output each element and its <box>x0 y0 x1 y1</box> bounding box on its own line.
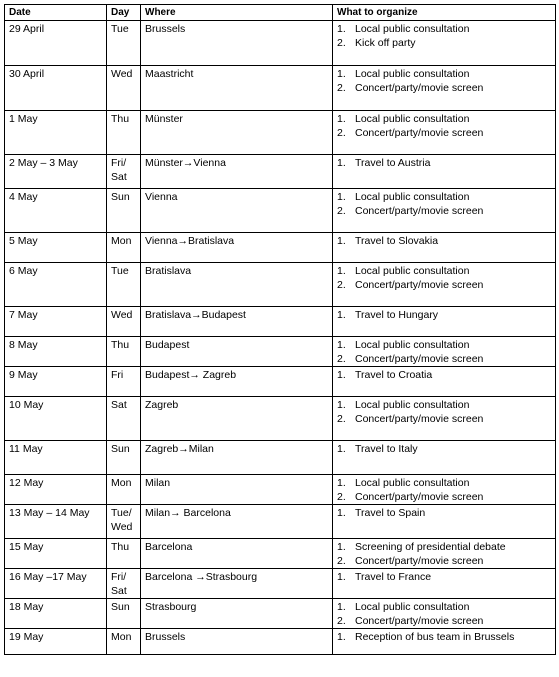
item-text: Concert/party/movie screen <box>355 279 484 291</box>
organize-item <box>337 278 551 292</box>
day-text: Tue/ <box>111 507 132 519</box>
item-text: Local public consultation <box>355 477 470 489</box>
item-text: Local public consultation <box>355 68 470 80</box>
date-cell: 30 April <box>5 66 107 111</box>
where-cell: Münster <box>141 111 333 155</box>
organize-item <box>337 112 551 126</box>
organize-item <box>337 614 551 628</box>
item-text: Local public consultation <box>355 23 470 35</box>
day-cell <box>107 441 141 475</box>
item-number: 2. <box>337 491 346 503</box>
item-number: 1. <box>337 191 346 203</box>
what-to-organize-cell <box>333 233 556 263</box>
table-row <box>5 111 556 155</box>
item-text: Local public consultation <box>355 601 470 613</box>
item-number: 1. <box>337 309 346 321</box>
organize-list <box>337 442 551 456</box>
item-number: 2. <box>337 37 346 49</box>
item-number: 2. <box>337 413 346 425</box>
where-cell: Milan <box>141 475 333 505</box>
item-text: Screening of presidential debate <box>355 541 506 553</box>
date-cell: 5 May <box>5 233 107 263</box>
item-number: 1. <box>337 631 346 643</box>
where-cell: Vienna→Bratislava <box>141 233 333 263</box>
date-cell: 8 May <box>5 337 107 367</box>
item-text: Concert/party/movie screen <box>355 205 484 217</box>
organize-list <box>337 506 551 520</box>
what-to-organize-cell <box>333 189 556 233</box>
what-to-organize-cell <box>333 155 556 189</box>
item-number: 2. <box>337 555 346 567</box>
item-text: Local public consultation <box>355 339 470 351</box>
day-text: Sun <box>111 191 130 203</box>
organize-list <box>337 630 551 644</box>
item-number: 1. <box>337 23 346 35</box>
date-cell: 6 May <box>5 263 107 307</box>
date-cell: 19 May <box>5 629 107 655</box>
date-cell: 29 April <box>5 21 107 66</box>
item-number: 2. <box>337 279 346 291</box>
day-text: Mon <box>111 631 132 643</box>
organize-item <box>337 412 551 426</box>
organize-list <box>337 476 551 504</box>
table-row <box>5 569 556 599</box>
organize-list <box>337 22 551 50</box>
organize-item <box>337 476 551 490</box>
where-cell: Barcelona <box>141 539 333 569</box>
day-cell <box>107 367 141 397</box>
date-cell: 16 May –17 May <box>5 569 107 599</box>
day-text: Fri/ <box>111 571 127 583</box>
what-to-organize-cell <box>333 629 556 655</box>
organize-item <box>337 540 551 554</box>
item-text: Kick off party <box>355 37 416 49</box>
day-text: Fri/ <box>111 157 127 169</box>
day-text: Thu <box>111 541 130 553</box>
organize-list <box>337 190 551 218</box>
organize-list <box>337 67 551 95</box>
item-number: 2. <box>337 205 346 217</box>
item-number: 1. <box>337 601 346 613</box>
day-text: Sun <box>111 443 130 455</box>
organize-list <box>337 308 551 322</box>
item-text: Travel to Hungary <box>355 309 439 321</box>
what-to-organize-cell <box>333 66 556 111</box>
item-number: 1. <box>337 369 346 381</box>
item-number: 2. <box>337 127 346 139</box>
where-cell: Budapest→ Zagreb <box>141 367 333 397</box>
organize-item <box>337 600 551 614</box>
where-cell: Budapest <box>141 337 333 367</box>
item-text: Travel to Austria <box>355 157 431 169</box>
day-text: Tue <box>111 265 129 277</box>
date-cell: 12 May <box>5 475 107 505</box>
what-to-organize-cell <box>333 397 556 441</box>
organize-list <box>337 540 551 568</box>
where-cell: Bratislava→Budapest <box>141 307 333 337</box>
day-text: Thu <box>111 113 130 125</box>
where-cell: Zagreb→Milan <box>141 441 333 475</box>
day-cell <box>107 569 141 599</box>
organize-list <box>337 338 551 366</box>
item-number: 2. <box>337 353 346 365</box>
day-cell <box>107 629 141 655</box>
date-cell: 15 May <box>5 539 107 569</box>
table-row <box>5 539 556 569</box>
day-cell <box>107 233 141 263</box>
organize-item <box>337 398 551 412</box>
item-text: Travel to France <box>355 571 432 583</box>
table-row <box>5 475 556 505</box>
day-text: Mon <box>111 477 132 489</box>
where-cell: Zagreb <box>141 397 333 441</box>
organize-list <box>337 234 551 248</box>
item-number: 1. <box>337 235 346 247</box>
day-text: Mon <box>111 235 132 247</box>
table-row <box>5 367 556 397</box>
item-number: 1. <box>337 265 346 277</box>
day-cell <box>107 599 141 629</box>
day-cell <box>107 505 141 539</box>
table-row <box>5 233 556 263</box>
where-cell: Milan→ Barcelona <box>141 505 333 539</box>
table-row <box>5 307 556 337</box>
organize-item <box>337 22 551 36</box>
day-cell <box>107 111 141 155</box>
organize-list <box>337 264 551 292</box>
date-cell: 11 May <box>5 441 107 475</box>
day-text: Fri <box>111 369 124 381</box>
date-cell: 13 May – 14 May <box>5 505 107 539</box>
item-number: 1. <box>337 571 346 583</box>
organize-list <box>337 398 551 426</box>
organize-item <box>337 506 551 520</box>
day-text: Wed <box>111 309 133 321</box>
table-row <box>5 441 556 475</box>
day-cell <box>107 263 141 307</box>
what-to-organize-cell <box>333 367 556 397</box>
organize-item <box>337 570 551 584</box>
item-text: Travel to Croatia <box>355 369 433 381</box>
schedule-body <box>5 21 556 655</box>
what-to-organize-cell <box>333 505 556 539</box>
organize-item <box>337 308 551 322</box>
header-row <box>5 5 556 21</box>
organize-list <box>337 600 551 628</box>
what-to-organize-cell <box>333 307 556 337</box>
header-where: Where <box>141 5 333 21</box>
what-to-organize-cell <box>333 337 556 367</box>
organize-item <box>337 67 551 81</box>
organize-item <box>337 126 551 140</box>
where-cell: Maastricht <box>141 66 333 111</box>
what-to-organize-cell <box>333 111 556 155</box>
table-row <box>5 21 556 66</box>
organize-item <box>337 338 551 352</box>
item-text: Travel to Spain <box>355 507 426 519</box>
date-cell: 4 May <box>5 189 107 233</box>
organize-list <box>337 156 551 170</box>
what-to-organize-cell <box>333 441 556 475</box>
date-cell: 9 May <box>5 367 107 397</box>
organize-item <box>337 234 551 248</box>
header-what-to-organize: What to organize <box>333 5 556 21</box>
item-number: 1. <box>337 157 346 169</box>
item-number: 1. <box>337 113 346 125</box>
organize-list <box>337 368 551 382</box>
item-text: Concert/party/movie screen <box>355 127 484 139</box>
table-row <box>5 505 556 539</box>
item-number: 1. <box>337 443 346 455</box>
organize-item <box>337 204 551 218</box>
day-cell <box>107 539 141 569</box>
item-number: 1. <box>337 399 346 411</box>
date-cell: 2 May – 3 May <box>5 155 107 189</box>
where-cell: Vienna <box>141 189 333 233</box>
what-to-organize-cell <box>333 599 556 629</box>
date-cell: 1 May <box>5 111 107 155</box>
organize-item <box>337 190 551 204</box>
day-cell <box>107 155 141 189</box>
table-row <box>5 189 556 233</box>
table-row <box>5 155 556 189</box>
table-row <box>5 629 556 655</box>
item-number: 1. <box>337 541 346 553</box>
day-text: Wed <box>111 521 133 533</box>
item-text: Reception of bus team in Brussels <box>355 631 515 643</box>
item-text: Travel to Slovakia <box>355 235 439 247</box>
organize-item <box>337 490 551 504</box>
table-row <box>5 263 556 307</box>
what-to-organize-cell <box>333 21 556 66</box>
organize-item <box>337 630 551 644</box>
header-day: Day <box>107 5 141 21</box>
date-cell: 7 May <box>5 307 107 337</box>
day-text: Tue <box>111 23 129 35</box>
where-cell: Strasbourg <box>141 599 333 629</box>
header-date: Date <box>5 5 107 21</box>
item-text: Concert/party/movie screen <box>355 353 484 365</box>
item-text: Local public consultation <box>355 191 470 203</box>
day-cell <box>107 189 141 233</box>
item-number: 1. <box>337 507 346 519</box>
day-cell <box>107 337 141 367</box>
day-text: Sat <box>111 399 127 411</box>
day-cell <box>107 475 141 505</box>
date-cell: 10 May <box>5 397 107 441</box>
item-number: 2. <box>337 82 346 94</box>
item-text: Concert/party/movie screen <box>355 491 484 503</box>
organize-item <box>337 554 551 568</box>
day-cell <box>107 21 141 66</box>
what-to-organize-cell <box>333 569 556 599</box>
day-text: Wed <box>111 68 133 80</box>
what-to-organize-cell <box>333 263 556 307</box>
where-cell: Bratislava <box>141 263 333 307</box>
day-cell <box>107 397 141 441</box>
item-text: Concert/party/movie screen <box>355 615 484 627</box>
item-number: 1. <box>337 339 346 351</box>
day-text: Sun <box>111 601 130 613</box>
organize-item <box>337 352 551 366</box>
item-text: Local public consultation <box>355 399 470 411</box>
day-text: Sat <box>111 171 127 183</box>
where-cell: Brussels <box>141 21 333 66</box>
organize-item <box>337 81 551 95</box>
item-number: 2. <box>337 615 346 627</box>
day-text: Sat <box>111 585 127 597</box>
where-cell: Münster→Vienna <box>141 155 333 189</box>
item-text: Local public consultation <box>355 265 470 277</box>
item-number: 1. <box>337 477 346 489</box>
organize-list <box>337 570 551 584</box>
table-row <box>5 397 556 441</box>
item-text: Local public consultation <box>355 113 470 125</box>
day-cell <box>107 307 141 337</box>
item-text: Concert/party/movie screen <box>355 413 484 425</box>
item-text: Concert/party/movie screen <box>355 82 484 94</box>
day-cell <box>107 66 141 111</box>
date-cell: 18 May <box>5 599 107 629</box>
table-row <box>5 66 556 111</box>
what-to-organize-cell <box>333 475 556 505</box>
item-text: Concert/party/movie screen <box>355 555 484 567</box>
where-cell: Brussels <box>141 629 333 655</box>
table-row <box>5 599 556 629</box>
item-text: Travel to Italy <box>355 443 418 455</box>
day-text: Thu <box>111 339 130 351</box>
organize-item <box>337 442 551 456</box>
table-row <box>5 337 556 367</box>
item-number: 1. <box>337 68 346 80</box>
where-cell: Barcelona →Strasbourg <box>141 569 333 599</box>
what-to-organize-cell <box>333 539 556 569</box>
organize-item <box>337 156 551 170</box>
schedule-table <box>4 4 556 655</box>
organize-item <box>337 264 551 278</box>
organize-item <box>337 368 551 382</box>
organize-item <box>337 36 551 50</box>
organize-list <box>337 112 551 140</box>
